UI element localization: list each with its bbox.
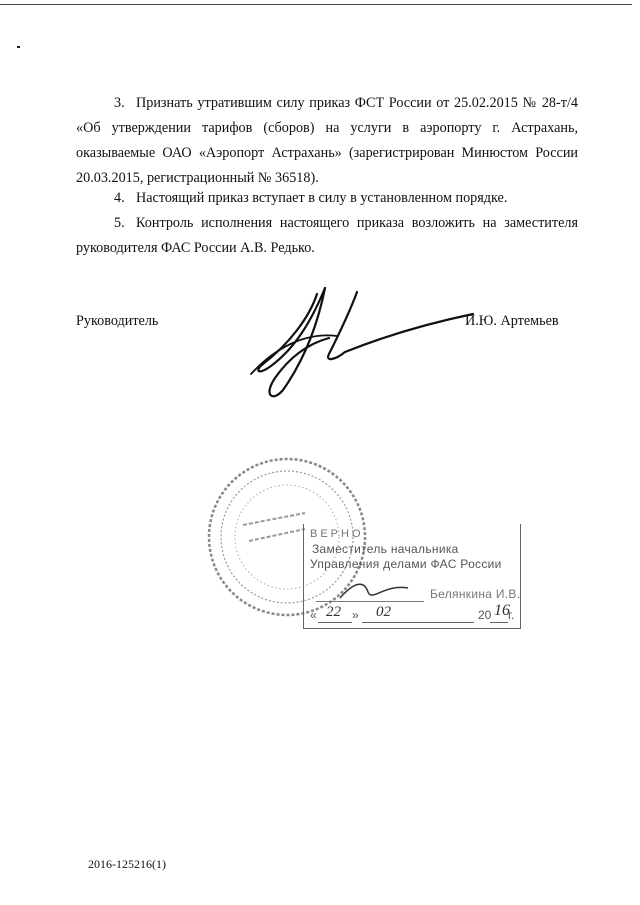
- date-underline: [318, 622, 352, 623]
- paragraph-text: Настоящий приказ вступает в силу в установленном порядке.: [136, 190, 508, 206]
- paragraph-text: Признать утратившим силу приказ ФСТ России от 25.02.2015 № 28-т/4 «Об утверждении тарифов (сборов) на услуги в аэропорту г. Астрахань, оказываемые ОАО «Аэропорт Астрахань» (зарегистрирован Минюстом России 20.03.2015, регистрационный № 36518).: [76, 95, 578, 186]
- scan-speck: [17, 46, 20, 48]
- paragraph-text: Контроль исполнения настоящего приказа возложить на заместителя руководителя ФАС России А.В. Редько.: [76, 215, 578, 256]
- signatory-name: И.Ю. Артемьев: [465, 313, 559, 329]
- stamp-date: [310, 602, 516, 624]
- date-year-suffix: г.: [508, 608, 515, 622]
- stamp-position-line-2: Управления делами ФАС России: [310, 557, 502, 571]
- date-day: 22: [326, 604, 341, 620]
- paragraph-3: [76, 91, 578, 191]
- certification-stamp: [303, 524, 521, 629]
- date-quote-open: «: [310, 608, 317, 622]
- date-month: 02: [376, 604, 391, 620]
- stamp-position-line-1: Заместитель начальника: [312, 542, 459, 556]
- date-year-prefix: 20: [478, 608, 492, 622]
- document-id: 2016-125216(1): [88, 857, 166, 871]
- handwritten-signature: [245, 278, 475, 408]
- paragraph-4: [76, 186, 578, 211]
- signatory-title: Руководитель: [76, 313, 159, 329]
- stamp-official-name: Белянкина И.В.: [430, 587, 521, 601]
- date-quote-close: »: [352, 608, 359, 622]
- date-underline: [362, 622, 474, 623]
- date-underline: [490, 622, 508, 623]
- top-edge-rule: [0, 4, 632, 5]
- date-year-handwritten: 16: [494, 602, 510, 619]
- paragraph-number: 5.: [114, 215, 125, 231]
- paragraph-number: 4.: [114, 190, 125, 206]
- paragraph-number: 3.: [114, 95, 125, 111]
- stamp-heading: ВЕРНО: [310, 528, 364, 540]
- paragraph-5: [76, 211, 578, 261]
- stamp-signature-line: [316, 601, 424, 602]
